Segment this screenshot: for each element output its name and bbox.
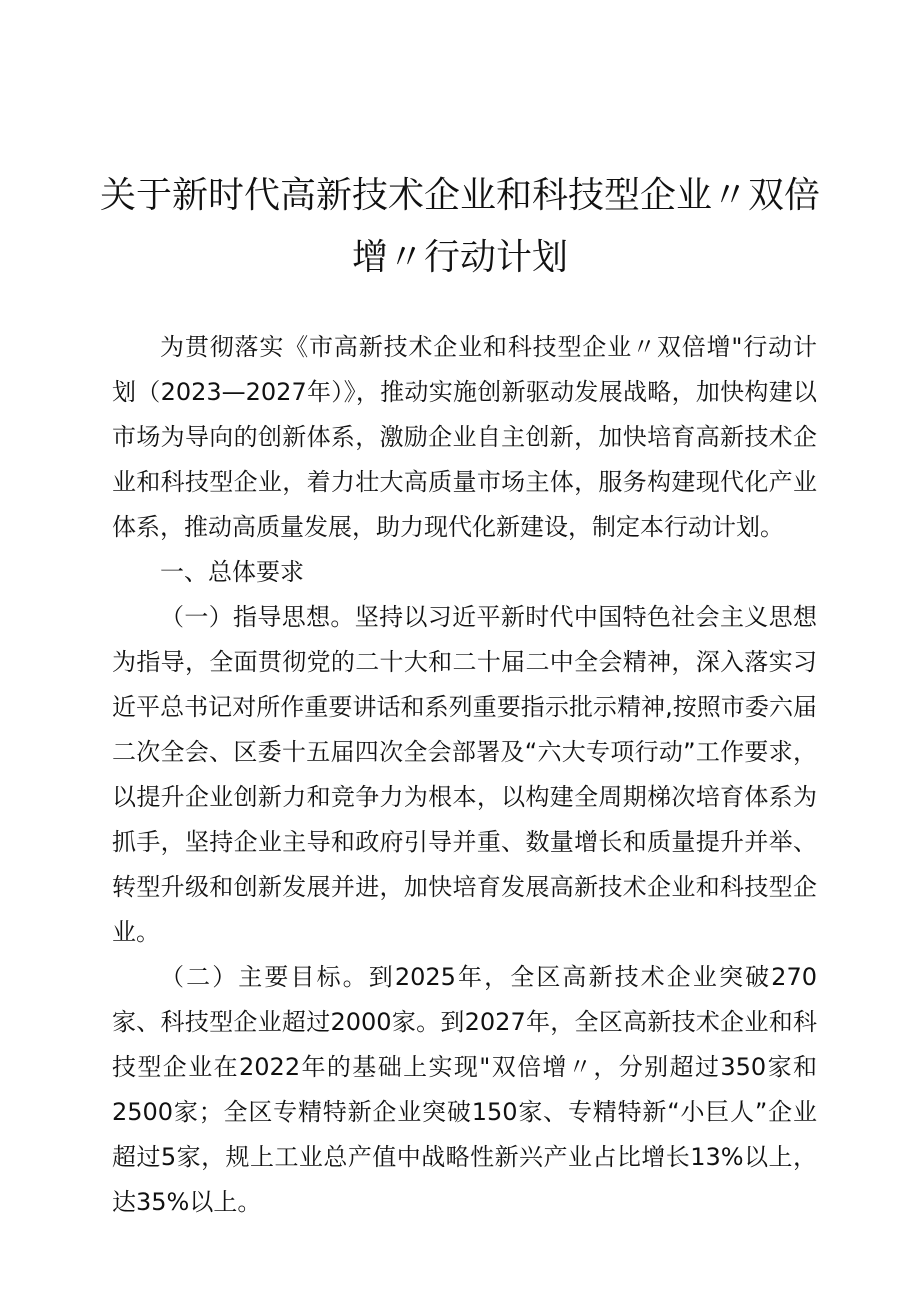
intro-paragraph: 为贯彻落实《市高新技术企业和科技型企业〃双倍增"行动计划（2023—2027年）》，推动实施创新驱动发展战略，加快构建以市场为导向的创新体系，激励企业自主创新，加快培育高新技术企业和科技型企业，着力壮大高质量市场主体，服务构建现代化产业体系，推动高质量发展，助力现代化新建设，制定本行动计划。	[112, 333, 817, 541]
document-title	[100, 165, 820, 289]
title-line-1: 关于新时代高新技术企业和科技型企业〃双倍	[100, 175, 821, 216]
guiding-ideology-paragraph: （一）指导思想。坚持以习近平新时代中国特色社会主义思想为指导，全面贯彻党的二十大和二十届二中全会精神，深入落实习近平总书记对所作重要讲话和系列重要指示批示精神,按照市委六届二次全会、区委十五届四次全会部署及“六大专项行动”工作要求，以提升企业创新力和竞争力为根本，以构建全周期梯次培育体系为抓手，坚持企业主导和政府引导并重、数量增长和质量提升并举、转型升级和创新发展并进，加快培育发展高新技术企业和科技型企业。	[112, 603, 817, 946]
section-heading-general-requirements: 一、总体要求	[160, 558, 304, 586]
document-body	[112, 325, 817, 1225]
title-line-2: 增〃行动计划	[351, 237, 568, 278]
main-goals-paragraph: （二）主要目标。到2025年，全区高新技术企业突破270家、科技型企业超过2000家。到2027年，全区高新技术企业和科技型企业在2022年的基础上实现"双倍增〃，分别超过350家和2500家；全区专精特新企业突破150家、专精特新“小巨人”企业超过5家，规上工业总产值中战略性新兴产业占比增长13%以上，达35%以上。	[112, 963, 817, 1216]
